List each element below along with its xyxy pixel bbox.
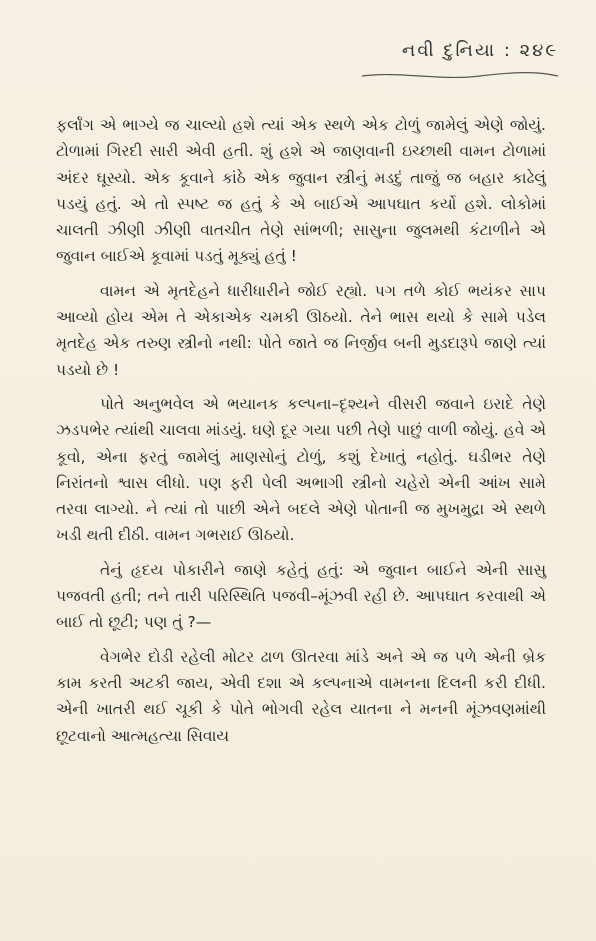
paragraph-1: ફર્લાંગ એ ભાગ્યે જ ચાલ્યો હશે ત્યાં એક સ્થળે એક ટોળું જામેલું એણે જોયું. ટોળામાં ગિરદી સારી એવી હતી. શું હશે એ જાણવાની ઇચ્છાથી વામન ટોળામાં અંદર ઘૂસ્યો. એક કૂવાને કાંઠે એક જુવાન સ્ત્રીનું મડદું તાજું જ બહાર કાઢેલું પડયું હતું. એ તો સ્પષ્ટ જ હતું કે એ બાઈએ આપઘાત કર્યો હશે. લોકોમાં ચાલતી ઝીણી ઝીણી વાતચીત તેણે સાંભળી; સાસુના જુલમથી કંટાળીને એ જુવાન બાઈએ કૂવામાં પડતું મૂક્યું હતું ! xyxy=(56,116,546,266)
paragraph-4: તેનું હૃદય પોકારીને જાણે કહેતું હતું: એ જુવાન બાઈને એની સાસુ પજવતી હતી; તને તારી પરિસ્થિતિ પજવી–મૂંઝવી રહી છે. આપઘાત કરવાથી એ બાઈ તો છૂટી; પણ તું ?— xyxy=(56,560,546,632)
paragraph-2: વામન એ મૃતદેહને ધારીધારીને જોઈ રહ્યો. પગ તળે કોઈ ભયંકર સાપ આવ્યો હોય એમ તે એકાએક ચમકી ઊઠયો. તેને ભાસ થયો કે સામે પડેલ મૃતદેહ એક તરુણ સ્ત્રીનો નથી: પોતે જાતે જ નિર્જીવ બની મુડદારૂપે જાણે ત્યાં પડયો છે ! xyxy=(56,281,546,379)
paragraph-3: પોતે અનુભવેલ એ ભયાનક કલ્પના–દૃશ્યને વીસરી જવાને ઇરાદે તેણે ઝડપભેર ત્યાંથી ચાલવા માંડયું. ઘણે દૂર ગયા પછી તેણે પાછું વાળી જોયું. હવે એ કૂવો, એના ફરતું જામેલું માણસોનું ટોળું, કશું દેખાતું નહોતું. ઘડીભર તેણે નિરાંતનો શ્વાસ લીધો. પણ ફરી પેલી અભાગી સ્ત્રીનો ચહેરો એની આંખ સામે તરવા લાગ્યો. ને ત્યાં તો પાછી એને બદલે એણે પોતાની જ મુખમુદ્રા એ સ્થળે ખડી થતી દીઠી. વામન ગભરાઈ ઊઠયો. xyxy=(56,394,546,545)
running-head: નવી દુનિયા : ૨૪૯ xyxy=(401,40,558,61)
header-flourish-ornament xyxy=(360,70,560,82)
paragraph-5: વેગભેર દોડી રહેલી મોટર ઢાળ ઊતરવા માંડે અને એ જ પળે એની બ્રેક કામ કરતી અટકી જાય, એવી દશા એ કલ્પનાએ વામનના દિલની કરી દીધી. એની ખાતરી થઈ ચૂકી કે પોતે ભોગવી રહેલ યાતના ને મનની મૂંઝવણમાંથી છૂટવાનો આત્મહત્યા સિવાય xyxy=(56,647,546,745)
body-text xyxy=(56,112,546,757)
